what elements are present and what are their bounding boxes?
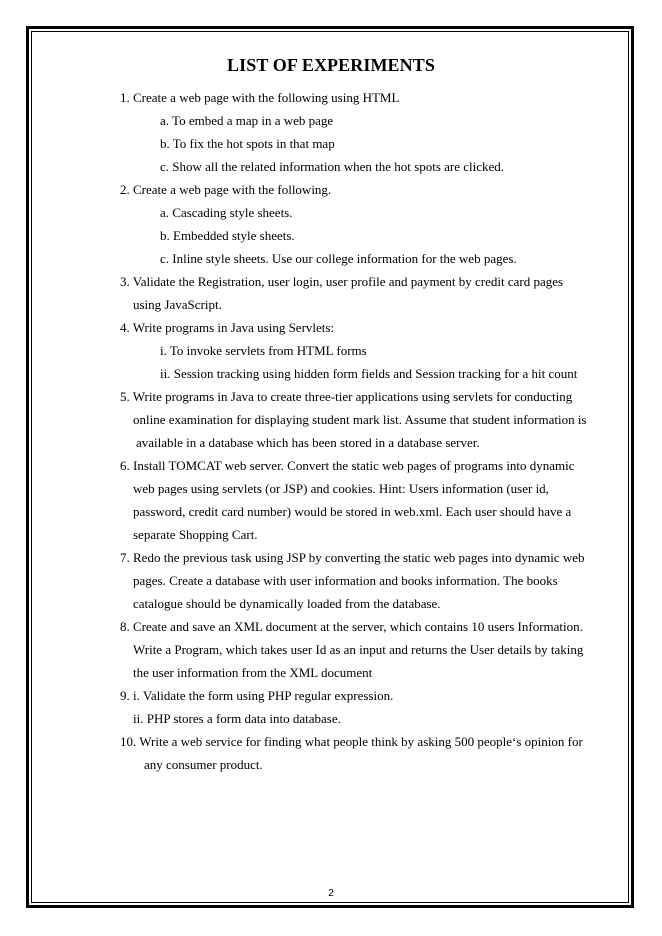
experiment-item-continued: separate Shopping Cart. — [133, 527, 258, 542]
experiment-item-continued: any consumer product. — [144, 757, 263, 772]
page-number: 2 — [328, 888, 334, 899]
experiment-item: 6. Install TOMCAT web server. Convert the static web pages of programs into dynamic — [120, 458, 575, 473]
experiment-subitem: c. Show all the related information when the hot spots are clicked. — [160, 159, 505, 174]
page-title: LIST OF EXPERIMENTS — [227, 55, 435, 75]
experiment-subitem: c. Inline style sheets. Use our college information for the web pages. — [160, 251, 517, 266]
experiment-item: 2. Create a web page with the following. — [120, 182, 332, 197]
experiment-item-continued: pages. Create a database with user information and books information. The books — [133, 573, 558, 588]
experiment-item-continued: password, credit card number) would be stored in web.xml. Each user should have a — [133, 504, 572, 519]
experiment-item: 10. Write a web service for finding what people think by asking 500 people‘s opinion for — [120, 734, 583, 749]
experiment-item: 3. Validate the Registration, user login, user profile and payment by credit card pages — [120, 274, 564, 289]
experiment-item-continued: online examination for displaying student mark list. Assume that student information is — [133, 412, 587, 427]
experiment-subitem: i. To invoke servlets from HTML forms — [160, 343, 367, 358]
experiment-item-continued: Write a Program, which takes user Id as an input and returns the User details by taking — [133, 642, 584, 657]
experiment-subitem: ii. Session tracking using hidden form fields and Session tracking for a hit count — [160, 366, 578, 381]
experiment-item-continued: catalogue should be dynamically loaded from the database. — [133, 596, 441, 611]
experiment-item: 9. i. Validate the form using PHP regular expression. — [120, 688, 394, 703]
experiment-item: 4. Write programs in Java using Servlets: — [120, 320, 335, 335]
experiment-subitem: b. Embedded style sheets. — [160, 228, 295, 243]
experiment-item: 1. Create a web page with the following using HTML — [120, 90, 400, 105]
experiment-item-continued: available in a database which has been stored in a database server. — [136, 435, 480, 450]
experiment-subitem: b. To fix the hot spots in that map — [160, 136, 335, 151]
experiment-item-continued: using JavaScript. — [133, 297, 222, 312]
experiment-item-continued: the user information from the XML document — [133, 665, 373, 680]
experiment-item: 8. Create and save an XML document at the server, which contains 10 users Information. — [120, 619, 583, 634]
experiment-item: 7. Redo the previous task using JSP by converting the static web pages into dynamic web — [120, 550, 585, 565]
experiment-subitem: a. To embed a map in a web page — [160, 113, 334, 128]
experiment-item: 5. Write programs in Java to create three-tier applications using servlets for conducting — [120, 389, 573, 404]
experiment-item-continued: web pages using servlets (or JSP) and cookies. Hint: Users information (user id, — [133, 481, 549, 496]
experiment-subitem: a. Cascading style sheets. — [160, 205, 293, 220]
experiment-item-continued: ii. PHP stores a form data into database. — [133, 711, 341, 726]
